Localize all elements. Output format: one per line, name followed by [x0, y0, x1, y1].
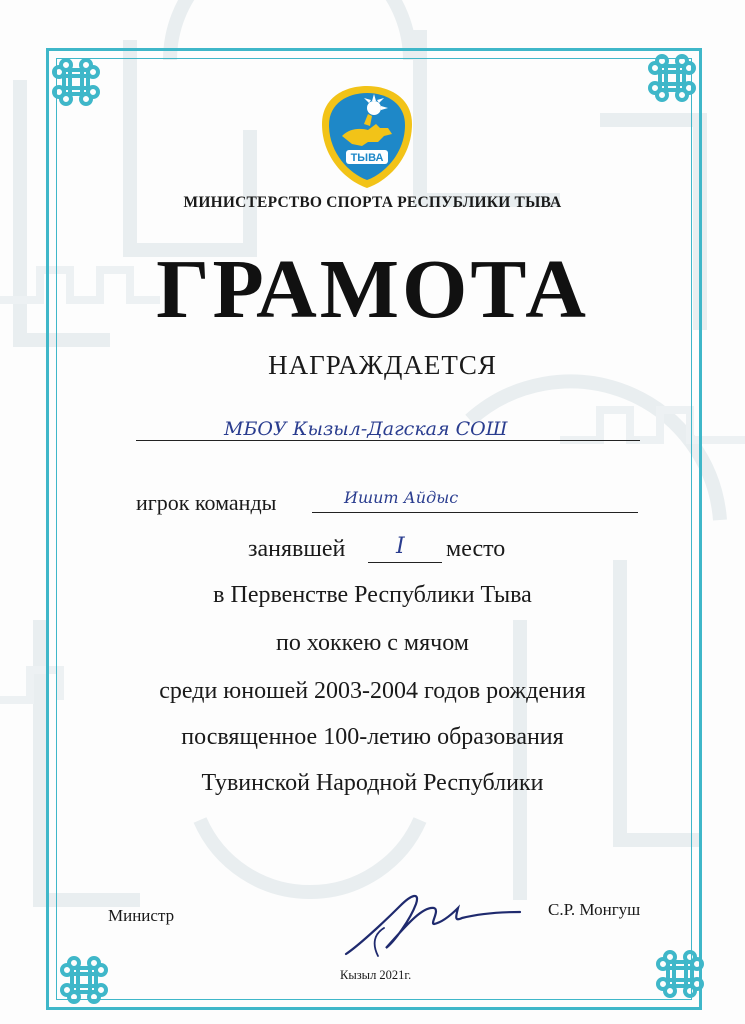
description-line: Тувинской Народной Республики: [201, 770, 544, 796]
description-line: посвященное 100-летию образования: [181, 724, 564, 750]
ministry-name: МИНИСТЕРСТВО СПОРТА РЕСПУБЛИКИ ТЫВА: [183, 194, 562, 211]
tuva-coat-of-arms-icon: [318, 84, 416, 190]
endless-knot-icon: [648, 54, 696, 102]
place-handwritten: I: [396, 534, 405, 559]
description-line: по хоккею с мячом: [276, 630, 469, 656]
team-line: [312, 512, 638, 513]
recipient-line: [136, 440, 640, 441]
awarded-heading: НАГРАЖДАЕТСЯ: [268, 350, 497, 380]
handwritten-signature: [338, 884, 528, 964]
place-after: место: [446, 536, 506, 562]
endless-knot-icon: [656, 950, 704, 998]
recipient-handwritten: МБОУ Кызыл-Дагская СОШ: [224, 418, 508, 440]
signatory-name: С.Р. Монгуш: [548, 900, 641, 919]
endless-knot-icon: [60, 956, 108, 1004]
certificate-title: ГРАМОТА: [156, 243, 589, 336]
team-label: игрок команды: [136, 490, 277, 515]
place-before: занявшей: [248, 536, 346, 562]
city-year: Кызыл 2021г.: [340, 968, 412, 982]
description-line: в Первенстве Республики Тыва: [213, 582, 532, 608]
signatory-position: Министр: [108, 906, 175, 925]
emblem-label: ТЫВА: [350, 152, 384, 164]
endless-knot-icon: [52, 58, 100, 106]
team-handwritten: Ишит Айдыс: [344, 488, 459, 507]
description-line: среди юношей 2003-2004 годов рождения: [159, 678, 586, 704]
place-line: [368, 562, 442, 563]
